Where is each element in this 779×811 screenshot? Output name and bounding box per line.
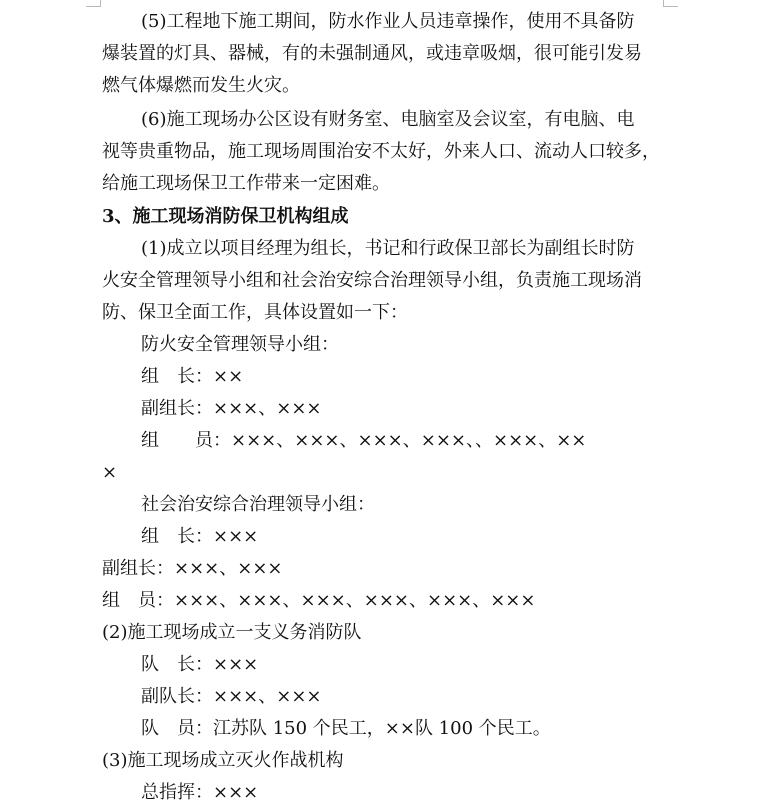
paragraph-5-line-3: 燃气体爆燃而发生火灾。 (102, 75, 300, 96)
fire-brigade-captain: 队 长：××× (141, 654, 259, 675)
fire-group-leader: 组 长：×× (141, 366, 244, 387)
security-group-members: 组 员：×××、×××、×××、×××、×××、××× (102, 590, 536, 611)
commander: 总指挥：××× (141, 782, 259, 803)
section-3-item-1-line-1: (1)成立以项目经理为组长，书记和行政保卫部长为副组长时防 (141, 238, 635, 259)
paragraph-5-line-1: (5)工程地下施工期间，防水作业人员违章操作，使用不具备防 (141, 11, 635, 32)
command-heading: (3)施工现场成立灭火作战机构 (102, 750, 344, 771)
security-group-leader: 组 长：××× (141, 526, 259, 547)
paragraph-6-line-1: (6)施工现场办公区设有财务室、电脑室及会议室，有电脑、电 (141, 109, 635, 130)
fire-brigade-members: 队 员：江苏队 150 个民工，××队 100 个民工。 (141, 718, 551, 739)
section-3-item-1-line-2: 火安全管理领导小组和社会治安综合治理领导小组，负责施工现场消 (102, 270, 642, 291)
page-corner-mark-right (663, 0, 678, 7)
fire-brigade-heading: (2)施工现场成立一支义务消防队 (102, 622, 362, 643)
paragraph-6-line-3: 给施工现场保卫工作带来一定困难。 (102, 173, 390, 194)
paragraph-5-line-2: 爆装置的灯具、器械，有的未强制通风，或违章吸烟，很可能引发易 (102, 43, 642, 64)
security-group-title: 社会治安综合治理领导小组： (141, 494, 375, 515)
fire-brigade-vice-captain: 副队长：×××、××× (141, 686, 322, 707)
section-3-heading: 3、施工现场消防保卫机构组成 (102, 206, 349, 227)
fire-group-deputy: 副组长：×××、××× (141, 398, 322, 419)
security-group-deputy: 副组长：×××、××× (102, 558, 283, 579)
section-3-item-1-line-3: 防、保卫全面工作，具体设置如一下： (102, 302, 408, 323)
fire-group-members: 组 员：×××、×××、×××、×××、、×××、×× (141, 430, 587, 451)
page-corner-mark-left (86, 0, 101, 7)
fire-group-members-wrap: × (102, 462, 118, 483)
fire-group-title: 防火安全管理领导小组： (141, 334, 339, 355)
paragraph-6-line-2: 视等贵重物品，施工现场周围治安不太好，外来人口、流动人口较多， (102, 141, 660, 162)
